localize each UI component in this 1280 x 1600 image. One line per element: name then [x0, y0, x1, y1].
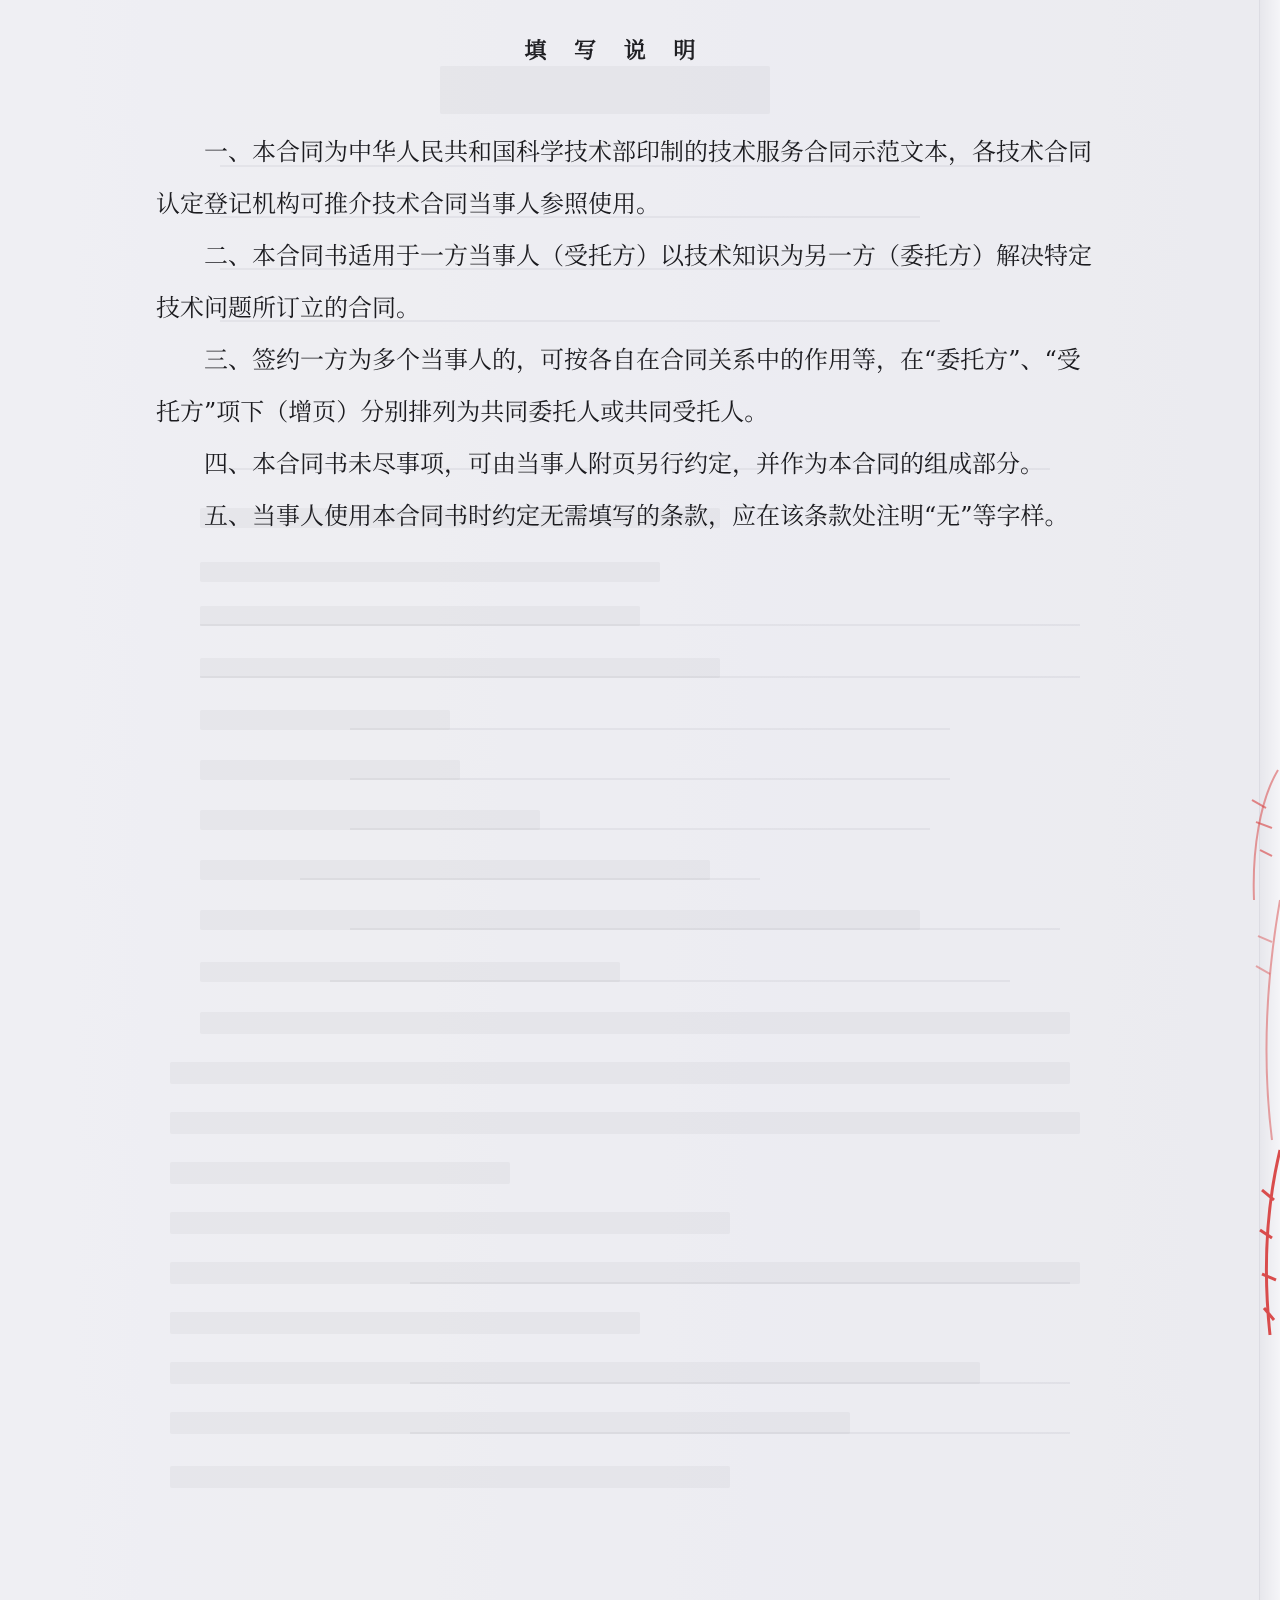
instruction-paragraph-3: 三、签约一方为多个当事人的，可按各自在合同关系中的作用等，在“委托方”、“受托方”项下（增页）分别排列为共同委托人或共同受托人。 [156, 346, 1081, 426]
instruction-paragraph-2: 二、本合同书适用于一方当事人（受托方）以技术知识为另一方（委托方）解决特定技术问题所订立的合同。 [156, 242, 1092, 322]
document-heading: 填 写 说 明 [524, 38, 706, 64]
red-seal-stamp-fragment [1242, 760, 1280, 1350]
instruction-paragraph-5: 五、当事人使用本合同书时约定无需填写的条款，应在该条款处注明“无”等字样。 [204, 502, 1069, 530]
instruction-paragraph-1: 一、本合同为中华人民共和国科学技术部印制的技术服务合同示范文本，各技术合同认定登记机构可推介技术合同当事人参照使用。 [156, 138, 1092, 218]
instruction-paragraph-4: 四、本合同书未尽事项，可由当事人附页另行约定，并作为本合同的组成部分。 [204, 450, 1044, 478]
instructions-body [156, 126, 1092, 542]
